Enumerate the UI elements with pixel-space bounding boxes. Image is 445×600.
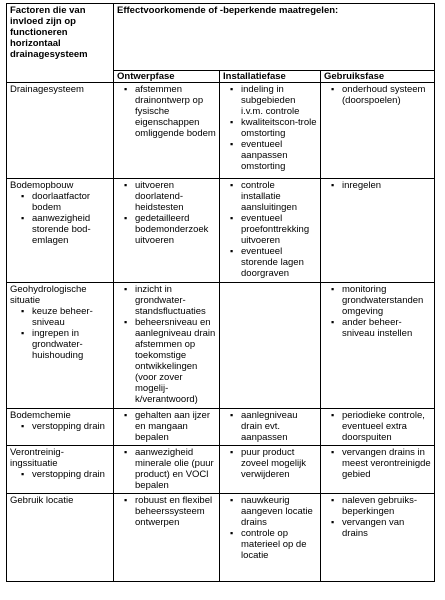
measure-item: ▪ aanlegniveau drain evt. aanpassen: [223, 410, 317, 443]
measure-item: ▪ aanwezigheid minerale olie (puur product) en VOCl bepalen: [117, 447, 216, 491]
measure-list: [324, 180, 431, 191]
installatie-cell: [220, 446, 321, 494]
gebruik-cell: [321, 179, 435, 283]
gebruik-cell: [321, 283, 435, 409]
table-row: [7, 409, 435, 446]
gebruik-cell: [321, 409, 435, 446]
measure-item: ▪ indeling in subgebieden i.v.m. controle: [223, 84, 317, 117]
measure-list: [117, 84, 216, 139]
installatie-cell: [220, 179, 321, 283]
factor-column-header: Factoren die van invloed zijn op functioneren horizontaal drainagesysteem: [7, 4, 114, 83]
factor-cell: [7, 179, 114, 283]
measure-item: ▪ inzicht in grondwater-standsfluctuaties: [117, 284, 216, 317]
factor-label: Bodemopbouw: [10, 180, 74, 191]
measure-item: ▪ eventueel proefonttrekking uitvoeren: [223, 213, 317, 246]
factor-cell: [7, 494, 114, 582]
measure-item: ▪ ander beheer-sniveau instellen: [324, 317, 431, 339]
factor-cell: [7, 283, 114, 409]
measure-list: [117, 410, 216, 443]
ontwerp-cell: [114, 283, 220, 409]
ontwerp-cell: [114, 446, 220, 494]
factor-cell: [7, 409, 114, 446]
measure-item: ▪ kwaliteitscon-trole omstorting: [223, 117, 317, 139]
table-body: [7, 83, 435, 582]
measure-item: ▪ nauwkeurig aangeven locatie drains: [223, 495, 317, 528]
table-row: [7, 494, 435, 582]
header-row: [7, 4, 435, 71]
measure-item: ▪ onderhoud systeem (doorspoelen): [324, 84, 431, 106]
factor-sublist: [10, 306, 110, 361]
table-row: [7, 83, 435, 179]
factor-label: Drainagesysteem: [10, 84, 84, 95]
measure-list: [223, 495, 317, 561]
measure-item: ▪ robuust en flexibel beheerssysteem ontwerpen: [117, 495, 216, 528]
measure-item: ▪ gedetailleerd bodemonderzoek uitvoeren: [117, 213, 216, 246]
installatie-cell: [220, 494, 321, 582]
table-row: [7, 179, 435, 283]
measure-item: ▪ vervangen drains in meest verontreinigde gebied: [324, 447, 431, 480]
ontwerp-cell: [114, 494, 220, 582]
measure-item: ▪ beheersniveau en aanlegniveau drain afstemmen op toekomstige ontwikkelingen (voor zover mogelij-k/verantwoord): [117, 317, 216, 405]
phase-header-installatie: Installatiefase: [220, 71, 321, 83]
measures-table: [6, 3, 435, 582]
factor-subitem: ▪ verstopping drain: [10, 469, 110, 480]
factor-subitem: ▪ doorlaatfactor bodem: [10, 191, 110, 213]
installatie-cell: [220, 409, 321, 446]
measure-list: [324, 410, 431, 443]
table-row: [7, 446, 435, 494]
measure-list: [117, 447, 216, 491]
measure-item: ▪ puur product zoveel mogelijk verwijderen: [223, 447, 317, 480]
measure-list: [223, 447, 317, 480]
factor-subitem: ▪ verstopping drain: [10, 421, 110, 432]
measure-item: ▪ controle installatie aansluitingen: [223, 180, 317, 213]
measure-list: [117, 284, 216, 405]
installatie-cell: [220, 283, 321, 409]
measure-item: ▪ inregelen: [324, 180, 431, 191]
measure-item: ▪ monitoring grondwaterstanden omgeving: [324, 284, 431, 317]
installatie-cell: [220, 83, 321, 179]
phase-header-ontwerp: Ontwerpfase: [114, 71, 220, 83]
factor-sublist: [10, 421, 110, 432]
measure-item: ▪ periodieke controle, eventueel extra doorspuiten: [324, 410, 431, 443]
measure-list: [223, 84, 317, 172]
measure-item: ▪ afstemmen drainontwerp op fysische eigenschappen omliggende bodem: [117, 84, 216, 139]
measure-list: [324, 84, 431, 106]
factor-subitem: ▪ ingrepen in grondwater-huishouding: [10, 328, 110, 361]
measure-list: [324, 284, 431, 339]
measure-list: [324, 447, 431, 480]
phase-header-gebruik: Gebruiksfase: [321, 71, 435, 83]
factor-sublist: [10, 469, 110, 480]
factor-cell: [7, 446, 114, 494]
measure-item: ▪ gehalten aan ijzer en mangaan bepalen: [117, 410, 216, 443]
measure-item: ▪ naleven gebruiks-beperkingen: [324, 495, 431, 517]
measure-list: [117, 495, 216, 528]
gebruik-cell: [321, 83, 435, 179]
factor-subitem: ▪ keuze beheer-sniveau: [10, 306, 110, 328]
table-row: [7, 283, 435, 409]
measure-item: ▪ vervangen van drains: [324, 517, 431, 539]
measure-list: [223, 180, 317, 279]
gebruik-cell: [321, 446, 435, 494]
measure-list: [117, 180, 216, 246]
measure-item: ▪ eventueel aanpassen omstorting: [223, 139, 317, 172]
gebruik-cell: [321, 494, 435, 582]
factor-cell: [7, 83, 114, 179]
measure-item: ▪ eventueel storende lagen doorgraven: [223, 246, 317, 279]
factor-label: Bodemchemie: [10, 410, 71, 421]
measure-list: [223, 410, 317, 443]
factor-sublist: [10, 191, 110, 246]
factor-label: Verontreinig-ingssituatie: [10, 447, 64, 469]
ontwerp-cell: [114, 179, 220, 283]
factor-subitem: ▪ aanwezigheid storende bod-emlagen: [10, 213, 110, 246]
measure-item: ▪ uitvoeren doorlatend-heidstesten: [117, 180, 216, 213]
ontwerp-cell: [114, 83, 220, 179]
factor-label: Geohydrologische situatie: [10, 284, 87, 306]
factor-label: Gebruik locatie: [10, 495, 74, 506]
measures-header: Effectvoorkomende of -beperkende maatregelen:: [114, 4, 435, 71]
measure-list: [324, 495, 431, 539]
measure-item: ▪ controle op materieel op de locatie: [223, 528, 317, 561]
ontwerp-cell: [114, 409, 220, 446]
